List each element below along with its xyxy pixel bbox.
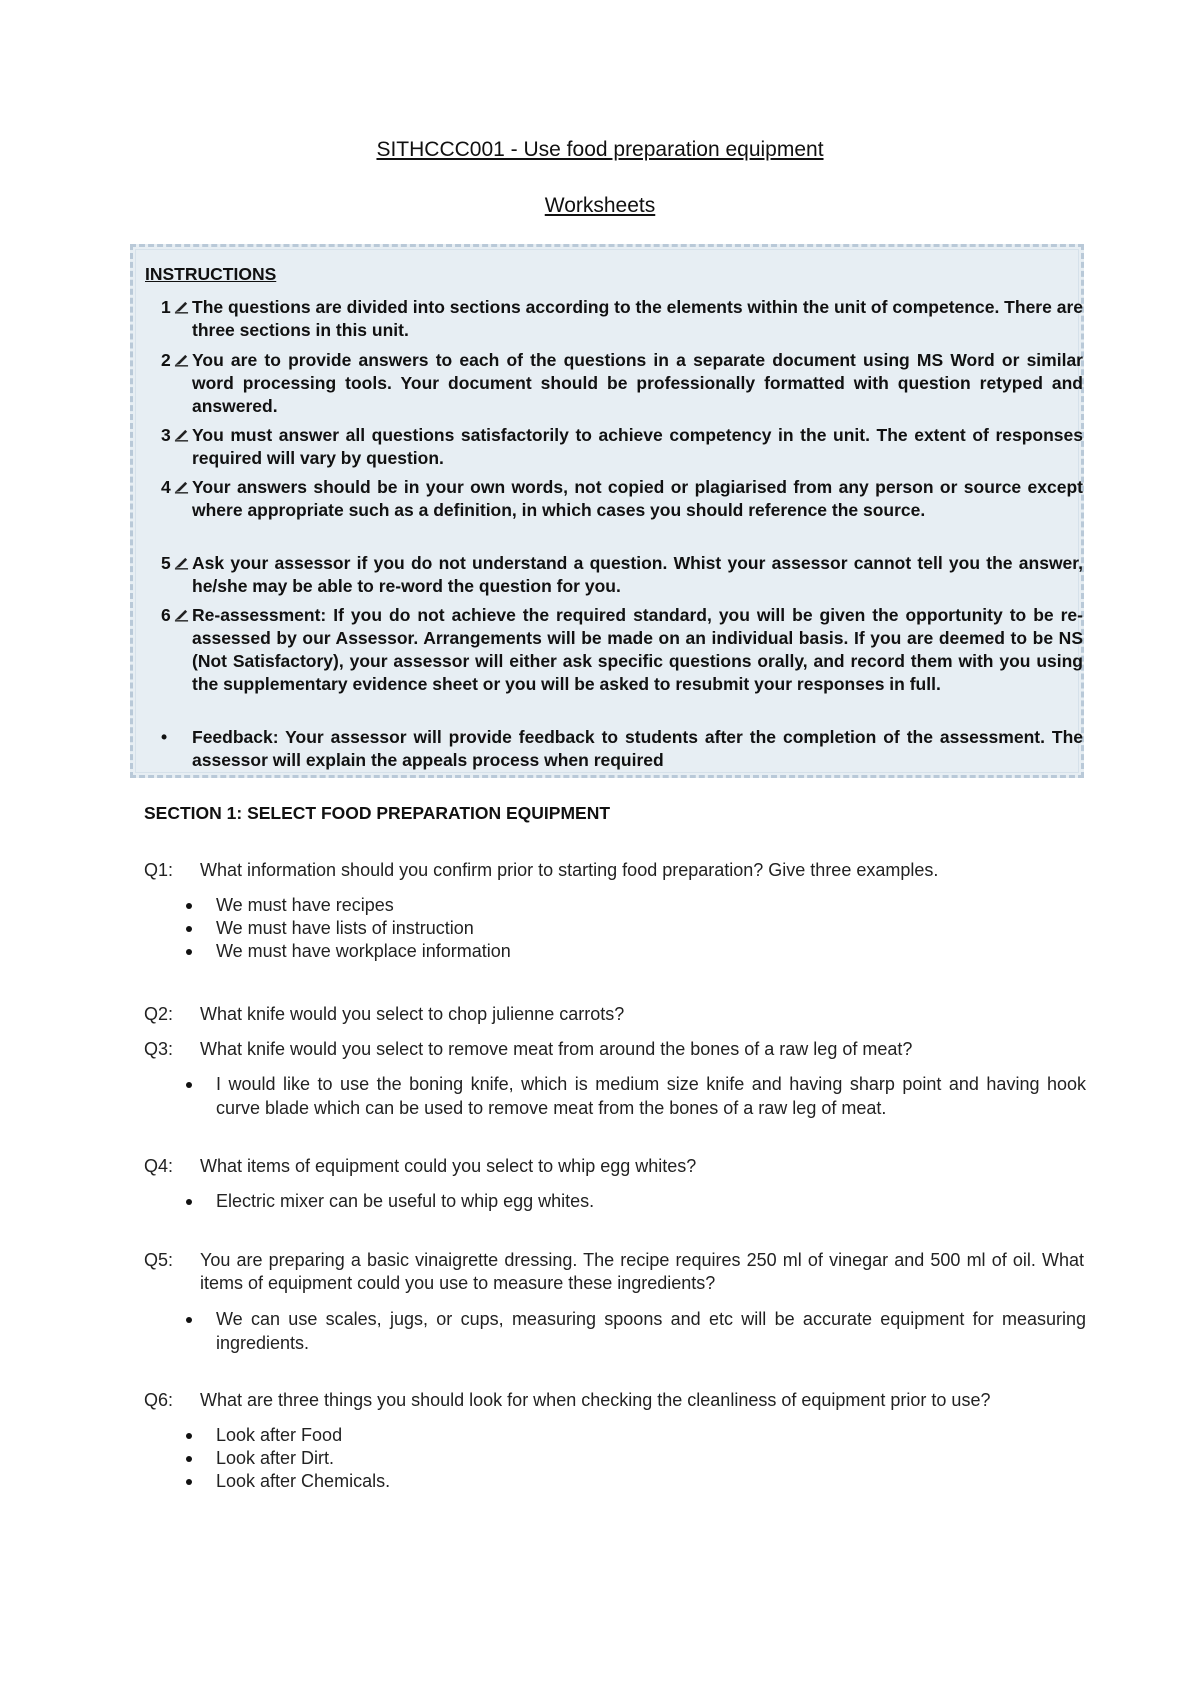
instruction-text: Your answers should be in your own words, not copied or plagiarised from any person or source except where appropriate such as a definition, in which cases you should reference the source. (192, 477, 1083, 520)
instruction-marker: 5 (161, 552, 201, 575)
bullet-icon (186, 1082, 192, 1088)
bullet-icon (186, 1479, 192, 1485)
pencil-icon (174, 607, 189, 622)
document-title: SITHCCC001 - Use food preparation equipment (376, 138, 824, 161)
question-text: What information should you confirm prior to starting food preparation? Give three examples. (200, 860, 939, 880)
question-label: Q5: (144, 1250, 174, 1270)
instruction-text: You must answer all questions satisfactorily to achieve competency in the unit. The extent of responses required will vary by question. (192, 425, 1083, 468)
bullet-icon (186, 926, 192, 932)
pencil-icon (174, 479, 189, 494)
instruction-marker: 1 (161, 296, 201, 319)
bullet-icon (186, 1433, 192, 1439)
instruction-text: You are to provide answers to each of the questions in a separate document using MS Word or similar word processing tools. Your document should be professionally formatted with question retyped and answered. (192, 350, 1083, 416)
instruction-text: Ask your assessor if you do not understand a question. Whist your assessor cannot tell you the answer, he/she may be able to re-word the question for you. (192, 553, 1083, 596)
question-label: Q2: (144, 1004, 174, 1024)
question-text: You are preparing a basic vinaigrette dressing. The recipe requires 250 ml of vinegar and 500 ml of oil. What items of equipment could you use to measure these ingredients? (200, 1250, 1084, 1293)
instruction-marker: 2 (161, 349, 201, 372)
question-label: Q3: (144, 1039, 174, 1059)
question-text: What knife would you select to remove meat from around the bones of a raw leg of meat? (200, 1039, 913, 1059)
question-label: Q1: (144, 860, 174, 880)
pencil-icon (174, 555, 189, 570)
section-heading: SECTION 1: SELECT FOOD PREPARATION EQUIPMENT (144, 803, 611, 823)
pencil-icon (174, 427, 189, 442)
question-label: Q6: (144, 1390, 174, 1410)
question-text: What are three things you should look for when checking the cleanliness of equipment prior to use? (200, 1390, 991, 1410)
instruction-text: The questions are divided into sections according to the elements within the unit of competence. There are three sections in this unit. (192, 297, 1083, 340)
instruction-text: Feedback: Your assessor will provide feedback to students after the completion of the assessment. The assessor will explain the appeals process when required (192, 727, 1083, 770)
instruction-text: Re-assessment: If you do not achieve the required standard, you will be given the opportunity to be re-assessed by our Assessor. Arrangements will be made on an individual basis. If you are deemed to be NS (Not Satisfactory), your assessor will either ask specific questions orally, and record them with you using the supplementary evidence sheet or you will be asked to resubmit your responses in full. (192, 605, 1083, 694)
instruction-marker: 3 (161, 424, 201, 447)
bullet-icon (186, 949, 192, 955)
instruction-marker: 4 (161, 476, 201, 499)
instruction-marker: • (161, 727, 168, 747)
instruction-marker: 6 (161, 604, 201, 627)
bullet-icon (186, 903, 192, 909)
bullet-icon (186, 1317, 192, 1323)
pencil-icon (174, 299, 189, 314)
document-subtitle: Worksheets (544, 194, 656, 217)
instructions-box (130, 244, 1084, 778)
question-text: What items of equipment could you select to whip egg whites? (200, 1156, 697, 1176)
bullet-icon (186, 1199, 192, 1205)
pencil-icon (174, 352, 189, 367)
question-text: What knife would you select to chop julienne carrots? (200, 1004, 625, 1024)
question-label: Q4: (144, 1156, 174, 1176)
document-page: SITHCCC001 - Use food preparation equipment Worksheets INSTRUCTIONS 1 The questions are divided into sections according to the elements within the unit of competence. There are three sections in this unit. 2 You are to provide answers to each of the questions in a separate document using MS Word or similar word processing tools. Your document should be professionally formatted with question retyped and answered. 3 You must answer all questions satisfactorily to achieve competency in the unit. The extent of responses required will vary by question. 4 Your answers should be in your own words, not copied or plagiarised from any person or source except where appropriate such as a definition, in which cases you should reference the source. 5 Ask your assessor if you do not understand a question. Whist your assessor cannot tell you the answer, he/she may be able to re-word the question for you. 6 Re-assessment: If you do not achieve the required standard, you will be given the opportunity to be re-assessed by our Assessor. Arrangements will be made on an individual basis. If you are deemed to be NS (Not Satisfactory), your assessor will either ask specific questions orally, and record them with you using the supplementary evidence sheet or you will be asked to resubmit your responses in full. • Feedback: Your assessor will provide feedback to students after the completion of the assessment. The assessor will explain the appeals process when required SECTION 1: SELECT FOOD PREPARATION EQUIPMENT Q1: What information should you confirm prior to starting food preparation? Give three examples. We must have recipes We must have lists of instruction We must have workplace information Q2: What knife would you select to chop julienne carrots? Q3: What knife would you select to remove meat from around the bones of a raw leg of meat? I would like to use the boning knife, which is medium size knife and having sharp point and having hook curve blade which can be used to remove meat from the bones of a raw leg of meat. Q4: What items of equipment could you select to whip egg whites? Electric mixer can be useful to whip egg whites. Q5: You are preparing a basic vinaigrette dressing. The recipe requires 250 ml of vinegar and 500 ml of oil. What items of equipment could you use to measure these ingredients? We can use scales, jugs, or cups, measuring spoons and etc will be accurate equipment for measuring ingredients. Q6: What are three things you should look for when checking the cleanliness of equipment prior to use? Look after Food Look after Dirt. Look after Chemicals. (0, 0, 1200, 1698)
instructions-heading: INSTRUCTIONS (145, 264, 277, 284)
bullet-icon (186, 1456, 192, 1462)
